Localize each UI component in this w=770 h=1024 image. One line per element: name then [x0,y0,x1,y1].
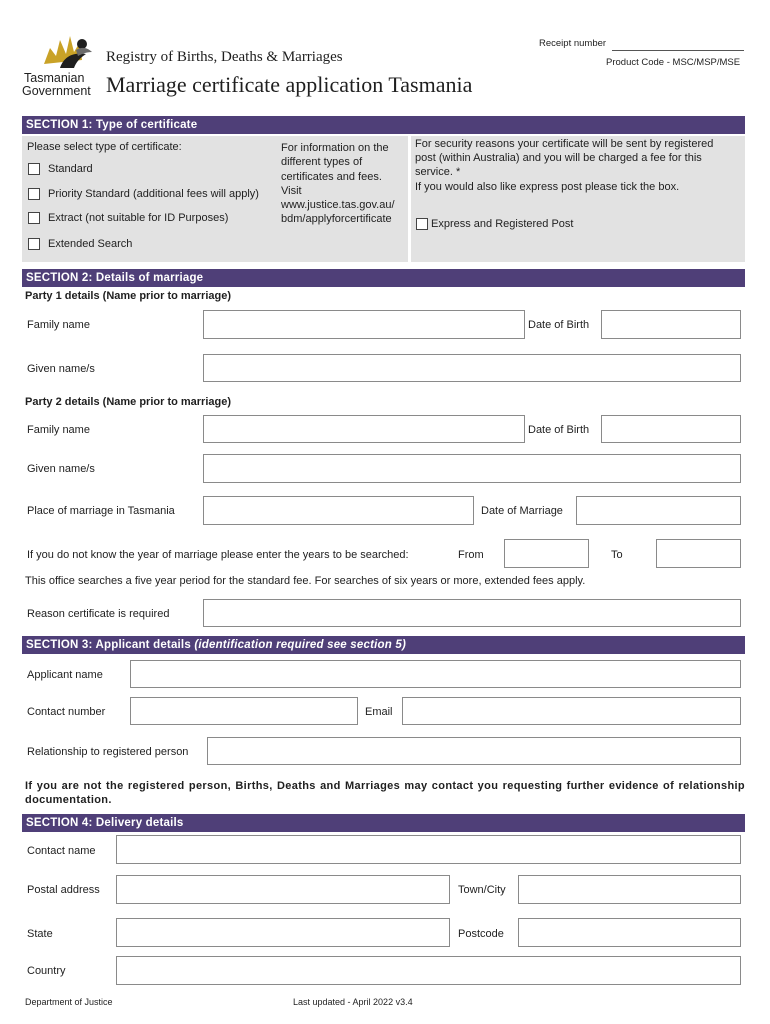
party2-family-name-label: Family name [27,424,90,436]
party1-family-name-input[interactable] [203,310,525,339]
state-label: State [27,928,53,940]
place-of-marriage-input[interactable] [203,496,474,525]
reason-input[interactable] [203,599,741,627]
priority-standard-checkbox[interactable] [28,188,40,200]
town-city-label: Town/City [458,884,506,896]
postcode-input[interactable] [518,918,741,947]
contact-number-label: Contact number [27,706,106,718]
place-of-marriage-label: Place of marriage in Tasmania [27,505,175,517]
applicant-name-input[interactable] [130,660,741,688]
country-label: Country [27,965,66,977]
footer-department: Department of Justice [25,997,113,1007]
search-fee-note: This office searches a five year period for the standard fee. For searches of six years or more, extended fees apply. [25,575,586,587]
receipt-number-label: Receipt number [539,38,607,49]
product-code: Product Code - MSC/MSP/MSE [606,57,741,68]
party1-dob-label: Date of Birth [528,319,590,331]
postal-address-label: Postal address [27,884,100,896]
section3-heading-note: (identification required see section 5) [194,639,406,651]
relationship-label: Relationship to registered person [27,746,189,758]
tasmanian-government-logo [22,30,96,98]
party2-heading: Party 2 details (Name prior to marriage) [25,396,232,408]
party2-dob-label: Date of Birth [528,424,590,436]
country-input[interactable] [116,956,741,985]
party2-given-names-label: Given name/s [27,463,95,475]
postal-address-input[interactable] [116,875,450,904]
party2-dob-input[interactable] [601,415,741,443]
info-line: certificates and fees. [281,171,382,183]
registry-name: Registry of Births, Deaths & Marriages [106,49,343,65]
section3-heading-text: SECTION 3: Applicant details [26,639,195,651]
relationship-input[interactable] [207,737,741,765]
town-city-input[interactable] [518,875,741,904]
from-label: From [458,549,484,561]
express-post-checkbox[interactable] [416,218,428,230]
extended-search-label: Extended Search [48,238,133,250]
certificate-type-prompt: Please select type of certificate: [27,141,182,153]
search-to-input[interactable] [656,539,741,568]
security-line: post (within Australia) and you will be charged a fee for this [415,152,702,164]
section4-heading: SECTION 4: Delivery details [22,814,745,832]
reason-label: Reason certificate is required [27,608,170,620]
delivery-contact-name-input[interactable] [116,835,741,864]
info-line: For information on the [281,142,389,154]
party1-given-names-label: Given name/s [27,363,95,375]
relationship-notice: If you are not the registered person, Births, Deaths and Marriages may contact you requesting further evidence of relationship documentation. [25,780,745,806]
party1-family-name-label: Family name [27,319,90,331]
postcode-label: Postcode [458,928,504,940]
info-link-line[interactable]: bdm/applyforcertificate [281,213,392,225]
priority-standard-label: Priority Standard (additional fees will apply) [48,188,259,200]
security-line: service. * [415,166,461,178]
applicant-name-label: Applicant name [27,669,103,681]
party1-heading: Party 1 details (Name prior to marriage) [25,290,232,302]
security-line: If you would also like express post please tick the box. [415,181,680,193]
section3-heading [22,636,745,654]
date-of-marriage-label: Date of Marriage [481,505,563,517]
contact-number-input[interactable] [130,697,358,725]
section2-heading: SECTION 2: Details of marriage [22,269,745,287]
info-line: Visit [281,185,302,197]
tasmanian-tiger-emblem-icon [36,30,96,72]
logo-text-line1: Tasmanian [24,71,85,85]
section1-heading: SECTION 1: Type of certificate [22,116,745,134]
info-link-line[interactable]: www.justice.tas.gov.au/ [281,199,395,211]
state-input[interactable] [116,918,450,947]
footer-last-updated: Last updated - April 2022 v3.4 [293,997,413,1007]
date-of-marriage-input[interactable] [576,496,741,525]
extract-checkbox[interactable] [28,212,40,224]
party1-given-names-input[interactable] [203,354,741,382]
email-label: Email [365,706,393,718]
express-post-label: Express and Registered Post [431,218,574,230]
email-input[interactable] [402,697,741,725]
delivery-contact-name-label: Contact name [27,845,96,857]
year-search-label: If you do not know the year of marriage please enter the years to be searched: [27,549,409,561]
search-from-input[interactable] [504,539,589,568]
to-label: To [611,549,623,561]
party2-family-name-input[interactable] [203,415,525,443]
extended-search-checkbox[interactable] [28,238,40,250]
party2-given-names-input[interactable] [203,454,741,483]
security-line: For security reasons your certificate will be sent by registered [415,138,714,150]
logo-text-line2: Government [22,84,91,98]
party1-dob-input[interactable] [601,310,741,339]
extract-label: Extract (not suitable for ID Purposes) [48,212,229,224]
receipt-number-line[interactable] [612,50,744,51]
standard-label: Standard [48,163,93,175]
page-title: Marriage certificate application Tasmania [106,72,473,97]
standard-checkbox[interactable] [28,163,40,175]
info-line: different types of [281,156,363,168]
